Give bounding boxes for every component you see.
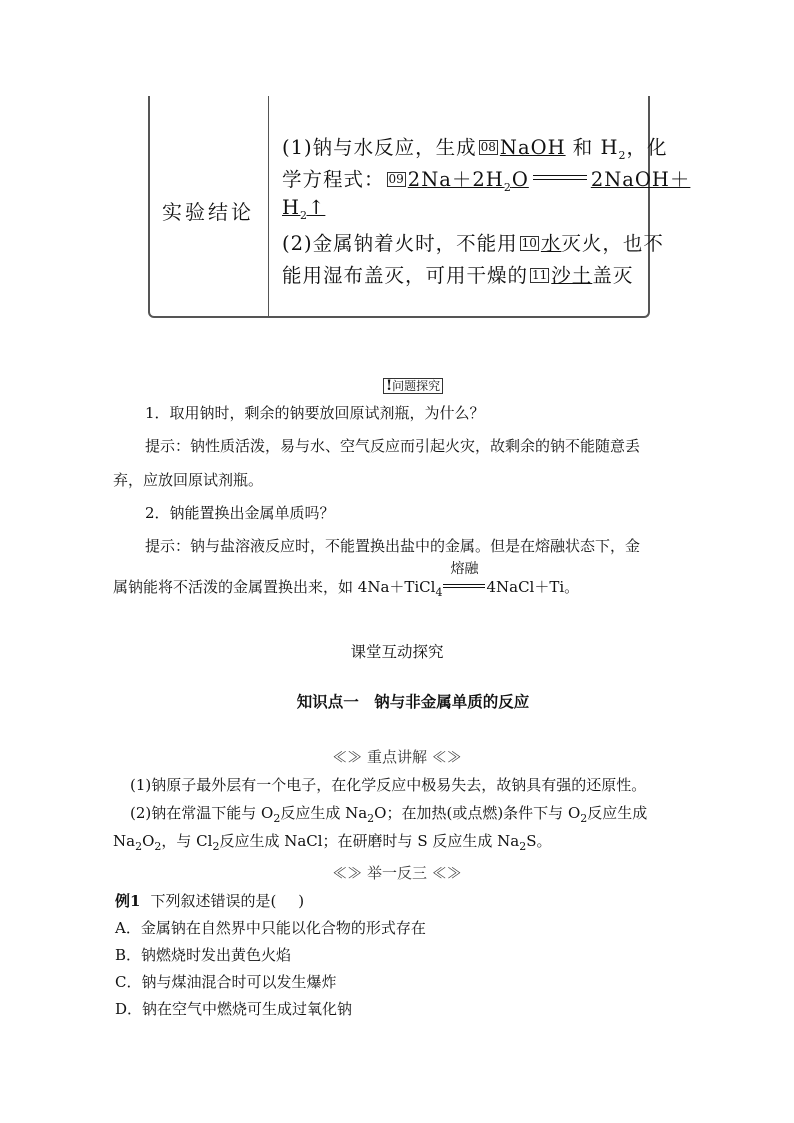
answer-2-line-2: 属钠能将不活泼的金属置换出来，如 4Na＋TiCl$_4$ 熔融 4NaCl＋Ti。: [113, 561, 580, 599]
answer-number-08: 08: [480, 140, 496, 154]
example-label: 例1: [115, 892, 141, 910]
molten-equation-sign: 熔融: [442, 578, 486, 596]
key-explanation-header: ≪≫ 重点讲解 ≪≫: [332, 748, 462, 766]
question-explore-badge: !问题探究: [383, 378, 443, 394]
table-line-2: 学方程式： 09 $2Na+2H_2O$ 2NaOH＋: [282, 168, 691, 194]
table-divider: [268, 96, 269, 318]
knowledge-point-title: 知识点一 钠与非金属单质的反应: [296, 692, 530, 711]
option-b: B．钠燃烧时发出黄色火焰: [115, 946, 292, 964]
option-a: A．金属钠在自然界中只能以化合物的形式存在: [115, 919, 426, 937]
exclamation-icon: !: [386, 378, 393, 394]
gas-arrow-icon: ↑: [308, 196, 326, 219]
table-line-1: (1)钠与水反应，生成 08 NaOH 和 $H_2$，化: [282, 136, 668, 162]
option-c: C．钠与煤油混合时可以发生爆炸: [115, 973, 337, 991]
answer-1-line-2: 弃，应放回原试剂瓶。: [113, 471, 264, 489]
answer-1-line-1: 提示：钠性质活泼，易与水、空气反应而引起火灾，故剩余的钠不能随意丢: [145, 437, 641, 455]
option-d: D．钠在空气中燃烧可生成过氧化钠: [115, 1000, 353, 1018]
question-1: 1．取用钠时，剩余的钠要放回原试剂瓶，为什么？: [145, 404, 485, 422]
key-point-2-line-2: $Na_2O_2$，与 $Cl_2$反应生成 NaCl；在研磨时与 S 反应生成 $Na_2S$。: [113, 832, 552, 853]
answer-number-10: 10: [521, 236, 537, 250]
answer-number-11: 11: [532, 268, 548, 282]
section-title: 课堂互动探究: [350, 643, 444, 661]
key-point-2-line-1: (2)钠在常温下能与 $O_2$反应生成 $Na_2O$；在加热(或点燃)条件下与 $O_2$反应生成: [130, 804, 648, 825]
table-line-5: 能用湿布盖灭，可用干燥的 11 沙土盖灭: [282, 264, 634, 287]
equals-sign: [533, 175, 587, 180]
question-2: 2．钠能置换出金属单质吗？: [145, 504, 335, 522]
answer-number-09: 09: [388, 172, 404, 186]
table-line-3: $H_2↑$: [282, 196, 326, 222]
example-header: ≪≫ 举一反三 ≪≫: [332, 864, 462, 882]
table-line-4: (2)金属钠着火时，不能用 10 水灭火，也不: [282, 232, 664, 255]
key-point-1: (1)钠原子最外层有一个电子，在化学反应中极易失去，故钠具有强的还原性。: [130, 776, 647, 794]
table-header: 实验结论: [162, 200, 254, 224]
answer-2-line-1: 提示：钠与盐溶液反应时，不能置换出盐中的金属。但是在熔融状态下，金: [145, 537, 641, 555]
example-question: 例1 下列叙述错误的是( ): [115, 892, 305, 910]
